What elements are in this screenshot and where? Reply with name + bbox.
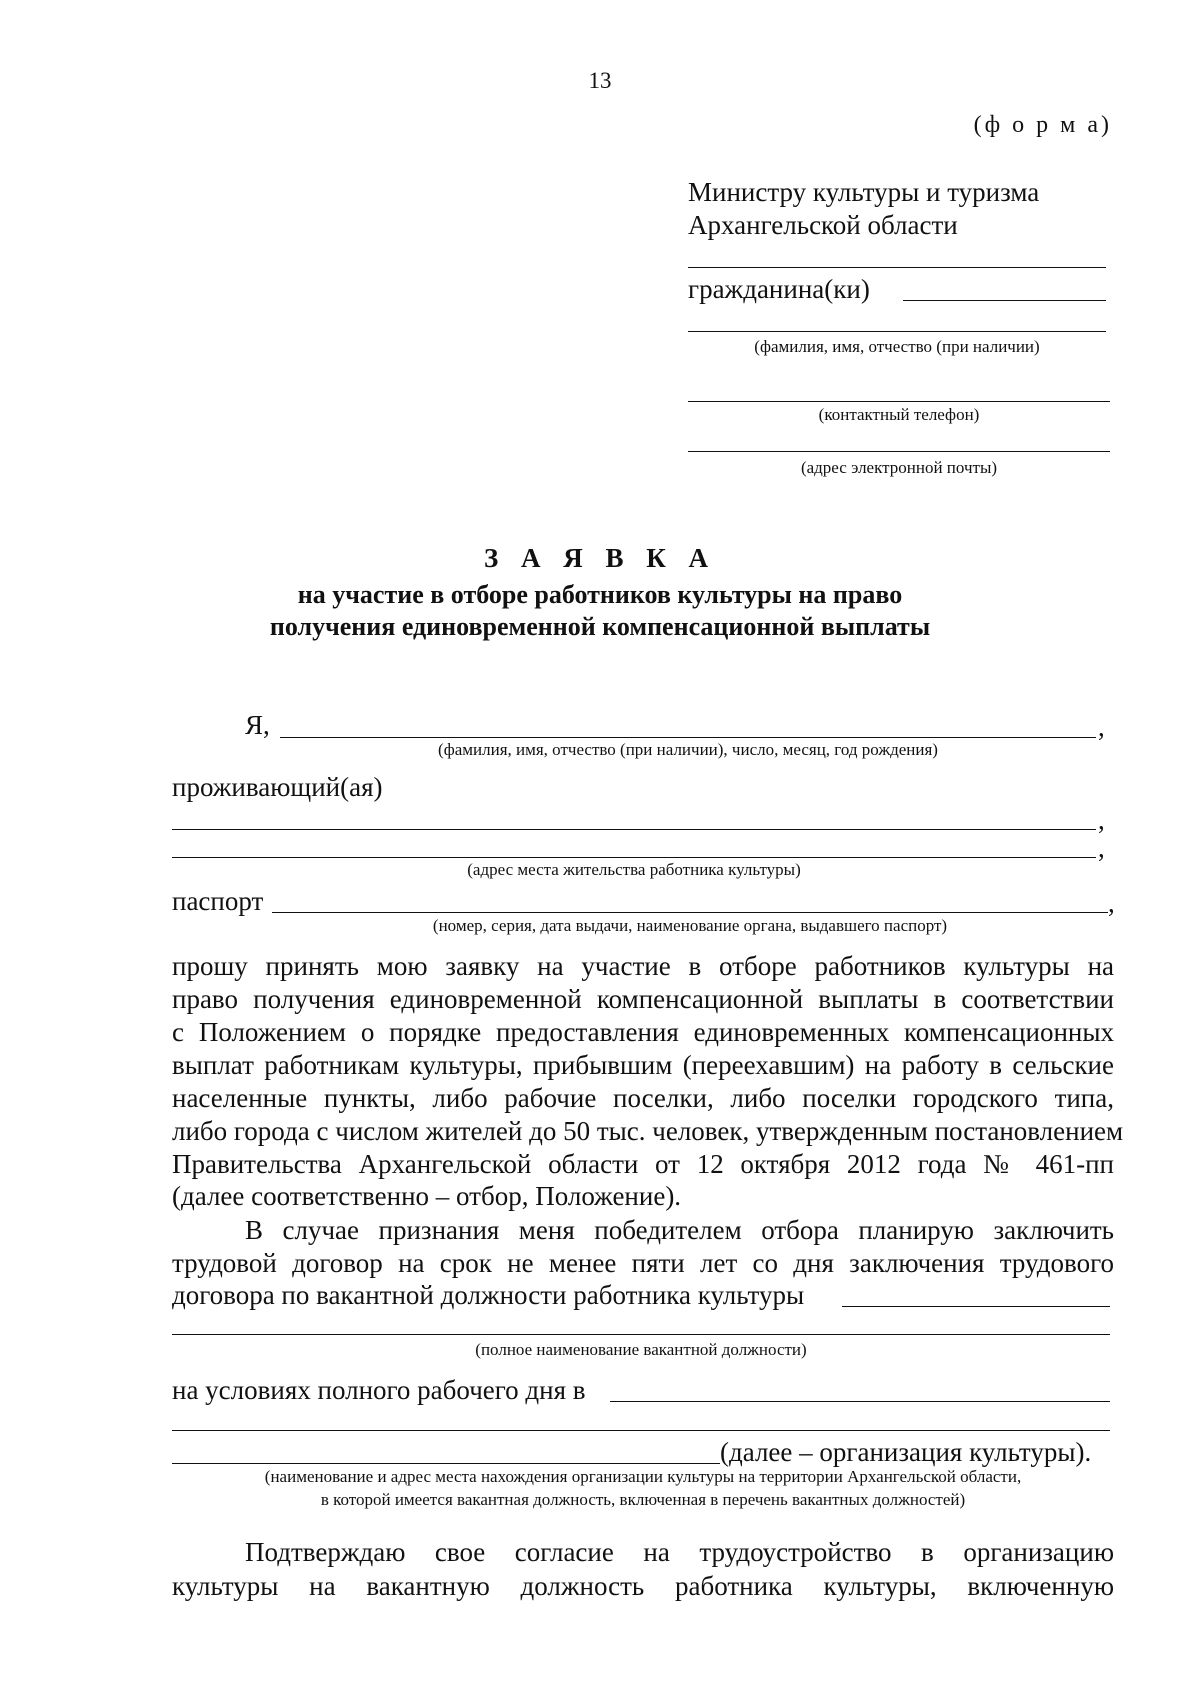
para2-last-line: договора по вакантной должности работника культуры [172, 1280, 805, 1310]
citizen-name-line-2 [688, 331, 1106, 332]
para2-line: В случае признания меня победителем отбора планирую заключить [245, 1215, 1114, 1245]
i-label: Я, [245, 710, 270, 740]
organization-suffix: (далее – организация культуры). [720, 1437, 1092, 1467]
para2-line: трудовой договор на срок не менее пяти лет со дня заключения трудового [172, 1248, 1114, 1278]
email-line [688, 451, 1110, 452]
organization-line-3 [172, 1463, 720, 1464]
applicant-comma: , [1098, 712, 1105, 742]
passport-label: паспорт [172, 886, 264, 916]
document-subtitle-1: на участие в отборе работников культуры на право [297, 580, 903, 609]
applicant-hint: (фамилия, имя, отчество (при наличии), число, месяц, год рождения) [438, 740, 938, 759]
position-line-1 [842, 1306, 1110, 1307]
addressee-blank-line [688, 267, 1106, 268]
phone-line [688, 401, 1110, 402]
organization-line-1 [610, 1401, 1110, 1402]
passport-line [272, 912, 1108, 913]
address-line-2 [172, 857, 1096, 858]
organization-hint-2: в которой имеется вакантная должность, включенная в перечень вакантных должностей) [320, 1490, 966, 1509]
residing-label: проживающий(ая) [172, 772, 383, 802]
citizen-name-line [903, 300, 1106, 301]
phone-hint: (контактный телефон) [818, 405, 980, 424]
address-comma-2: , [1098, 833, 1105, 863]
body-line-last: (далее соответственно – отбор, Положение). [172, 1181, 682, 1211]
address-line-1 [172, 829, 1096, 830]
position-hint: (полное наименование вакантной должности) [475, 1340, 807, 1359]
document-title: З А Я В К А [483, 543, 717, 573]
addressee-line-2: Архангельской области [688, 210, 958, 240]
body-line: прошу принять мою заявку на участие в отборе работников культуры на [172, 951, 1114, 981]
organization-hint-1: (наименование и адрес места нахождения организации культуры на территории Архангельской области, [264, 1467, 1022, 1486]
document-subtitle-2: получения единовременной компенсационной выплаты [269, 612, 931, 641]
citizen-label: гражданина(ки) [688, 274, 870, 304]
page-number: 13 [588, 68, 612, 93]
passport-hint: (номер, серия, дата выдачи, наименование органа, выдавшего паспорт) [432, 916, 948, 935]
passport-comma: , [1108, 888, 1115, 918]
body-line: населенные пункты, либо рабочие поселки, либо поселки городского типа, [172, 1083, 1114, 1113]
full-day-label: на условиях полного рабочего дня в [172, 1375, 586, 1405]
body-line: Правительства Архангельской области от 12 октября 2012 года № 461-пп [172, 1149, 1114, 1179]
para3-line: культуры на вакантную должность работника культуры, включенную [172, 1571, 1114, 1601]
email-hint: (адрес электронной почты) [800, 458, 998, 477]
body-line: выплат работникам культуры, прибывшим (переехавшим) на работу в сельские [172, 1050, 1114, 1080]
address-comma-1: , [1098, 805, 1105, 835]
form-label: (ф о р м а) [973, 112, 1112, 138]
body-line: право получения единовременной компенсационной выплаты в соответствии [172, 984, 1114, 1014]
para3-line: Подтверждаю свое согласие на трудоустройство в организацию [245, 1537, 1114, 1567]
address-hint: (адрес места жительства работника культуры) [467, 860, 801, 879]
body-line: с Положением о порядке предоставления единовременных компенсационных [172, 1017, 1114, 1047]
body-line: либо города с числом жителей до 50 тыс. человек, утвержденным постановлением [172, 1116, 1124, 1146]
addressee-line-1: Министру культуры и туризма [688, 177, 1040, 207]
organization-line-2 [172, 1430, 1110, 1431]
fio-hint: (фамилия, имя, отчество (при наличии) [754, 337, 1040, 356]
position-line-2 [172, 1334, 1110, 1335]
applicant-name-line [280, 737, 1096, 738]
